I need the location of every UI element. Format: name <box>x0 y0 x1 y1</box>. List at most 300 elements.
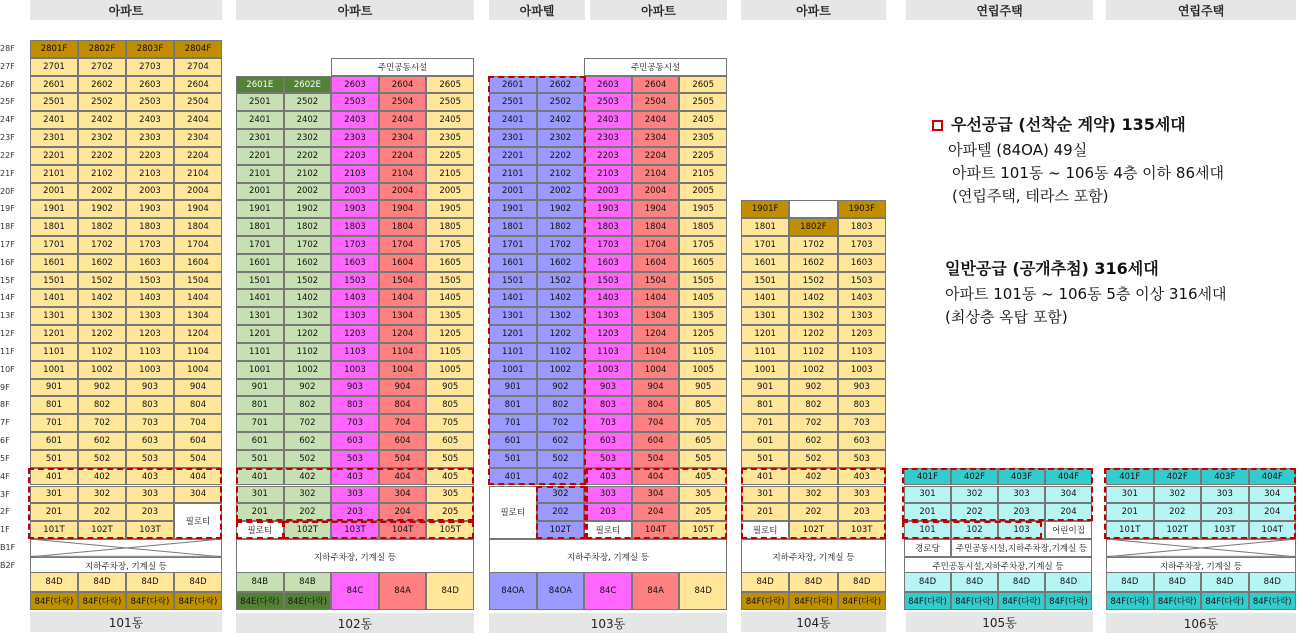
unit-cell: 1102 <box>78 343 126 361</box>
unit-cell: 601 <box>30 432 78 450</box>
unit-cell: 1803 <box>331 218 379 236</box>
unit-cell: 2604 <box>632 76 680 94</box>
unit-cell: 2402 <box>284 111 332 129</box>
unit-type-cell-attic: 84F(다락) <box>174 592 222 610</box>
unit-cell: 2002 <box>78 183 126 201</box>
unit-cell: 1102 <box>537 343 585 361</box>
unit-cell: 401 <box>236 468 284 486</box>
unit-cell: 202 <box>789 503 837 521</box>
unit-cell-rooftop: 2803F <box>126 40 174 58</box>
unit-cell: 1003 <box>331 361 379 379</box>
unit-cell: 901 <box>236 379 284 397</box>
unit-cell: 1703 <box>331 236 379 254</box>
header-103-apartment: 아파트 <box>590 0 727 20</box>
unit-cell-terrace: 103T <box>126 521 174 539</box>
unit-cell: 2603 <box>331 76 379 94</box>
unit-cell: 1504 <box>379 272 427 290</box>
unit-cell: 602 <box>789 432 837 450</box>
unit-cell: 1601 <box>30 254 78 272</box>
unit-cell: 205 <box>679 503 727 521</box>
unit-cell: 2105 <box>679 165 727 183</box>
unit-type-cell-attic: 84F(다락) <box>904 592 951 610</box>
unit-type-cell-attic: 84F(다락) <box>741 592 789 610</box>
floor-label: B1F <box>0 542 16 552</box>
unit-cell: 2602 <box>537 76 585 94</box>
underground-parking-cell: 지하주차장, 기계실 등 <box>30 557 222 575</box>
unit-cell: 2101 <box>489 165 537 183</box>
unit-cell: 2503 <box>584 93 632 111</box>
unit-cell: 2502 <box>78 93 126 111</box>
unit-type-cell: 84A <box>632 572 680 610</box>
general-supply-legend <box>945 256 1227 327</box>
floor-label: B2F <box>0 560 16 570</box>
unit-cell: 1703 <box>584 236 632 254</box>
unit-cell: 1602 <box>284 254 332 272</box>
unit-cell: 2403 <box>126 111 174 129</box>
unit-cell-terrace: 102T <box>537 521 585 539</box>
empty-cell <box>789 200 837 218</box>
floor-label: 26F <box>0 79 15 89</box>
unit-cell: 202 <box>78 503 126 521</box>
unit-cell: 803 <box>126 396 174 414</box>
unit-cell: 1401 <box>741 289 789 307</box>
unit-cell: 1905 <box>679 200 727 218</box>
unit-cell: 1003 <box>584 361 632 379</box>
priority-supply-line1: 아파텔 (84OA) 49실 <box>948 141 1088 159</box>
unit-cell: 405 <box>426 468 474 486</box>
unit-cell: 2302 <box>537 129 585 147</box>
unit-cell: 303 <box>838 486 886 504</box>
unit-cell: 1103 <box>838 343 886 361</box>
unit-cell: 502 <box>78 450 126 468</box>
unit-cell: 203 <box>998 503 1045 521</box>
unit-cell: 303 <box>998 486 1045 504</box>
floor-label: 19F <box>0 204 15 214</box>
piloti-cell: 필로티 <box>584 521 632 539</box>
unit-cell: 1202 <box>78 325 126 343</box>
unit-cell: 2703 <box>126 58 174 76</box>
unit-cell: 801 <box>30 396 78 414</box>
unit-cell: 204 <box>632 503 680 521</box>
unit-cell: 2603 <box>584 76 632 94</box>
unit-cell-terrace: 102T <box>789 521 837 539</box>
unit-cell-terrace: 105T <box>679 521 727 539</box>
unit-cell: 302 <box>78 486 126 504</box>
floor-label: 27F <box>0 61 15 71</box>
unit-cell: 1003 <box>126 361 174 379</box>
unit-cell: 1204 <box>632 325 680 343</box>
unit-cell: 1902 <box>284 200 332 218</box>
unit-cell: 304 <box>632 486 680 504</box>
unit-cell: 703 <box>838 414 886 432</box>
unit-cell: 1604 <box>632 254 680 272</box>
unit-cell: 201 <box>741 503 789 521</box>
floor-label: 28F <box>0 44 15 53</box>
unit-cell: 301 <box>1106 486 1154 504</box>
unit-cell: 401 <box>489 468 537 486</box>
unit-type-cell-attic: 84F(다락) <box>1154 592 1202 610</box>
unit-cell: 1402 <box>789 289 837 307</box>
unit-cell: 703 <box>584 414 632 432</box>
unit-cell: 301 <box>30 486 78 504</box>
unit-cell: 1404 <box>632 289 680 307</box>
unit-cell: 504 <box>379 450 427 468</box>
footer-101: 101동 <box>30 612 222 632</box>
unit-cell: 2101 <box>30 165 78 183</box>
unit-cell: 2005 <box>426 183 474 201</box>
unit-type-cell: 84D <box>126 572 174 592</box>
floor-label: 8F <box>0 400 10 410</box>
unit-cell: 503 <box>331 450 379 468</box>
footer-105: 105동 <box>906 612 1093 632</box>
unit-cell: 1702 <box>78 236 126 254</box>
daycare-cell: 어린이집 <box>1045 521 1092 539</box>
unit-cell: 2401 <box>489 111 537 129</box>
unit-cell: 1002 <box>537 361 585 379</box>
unit-cell: 402 <box>789 468 837 486</box>
floor-label: 9F <box>0 382 10 392</box>
unit-cell: 1503 <box>126 272 174 290</box>
unit-cell: 2304 <box>632 129 680 147</box>
unit-type-cell-attic: 84F(다락) <box>951 592 998 610</box>
unit-cell: 1901 <box>236 200 284 218</box>
unit-cell: 1502 <box>78 272 126 290</box>
unit-cell: 1504 <box>174 272 222 290</box>
unit-type-cell: 84C <box>331 572 379 610</box>
unit-cell-rooftop: 2801F <box>30 40 78 58</box>
unit-type-cell: 84D <box>1045 572 1092 592</box>
unit-type-cell-attic: 84F(다락) <box>789 592 837 610</box>
priority-supply-title <box>932 112 1224 135</box>
floor-label: 24F <box>0 115 15 125</box>
unit-cell: 1201 <box>741 325 789 343</box>
priority-supply-legend <box>932 112 1224 206</box>
unit-cell: 1602 <box>789 254 837 272</box>
unit-cell: 802 <box>284 396 332 414</box>
unit-cell: 604 <box>632 432 680 450</box>
unit-cell: 601 <box>741 432 789 450</box>
unit-type-cell-attic: 84E(다락) <box>284 592 332 610</box>
header-106: 연립주택 <box>1106 0 1296 20</box>
unit-cell: 903 <box>331 379 379 397</box>
unit-cell-rooftop: 402F <box>1154 468 1202 486</box>
unit-cell: 601 <box>489 432 537 450</box>
unit-cell: 1904 <box>174 200 222 218</box>
unit-cell: 2704 <box>174 58 222 76</box>
senior-center-cell: 경로당 <box>904 539 951 557</box>
unit-cell: 303 <box>584 486 632 504</box>
unit-cell: 1902 <box>537 200 585 218</box>
unit-cell: 2305 <box>679 129 727 147</box>
unit-type-cell: 84B <box>284 572 332 592</box>
unit-cell: 605 <box>679 432 727 450</box>
unit-type-cell: 84D <box>1154 572 1202 592</box>
unit-cell: 1602 <box>537 254 585 272</box>
unit-cell: 1702 <box>284 236 332 254</box>
unit-cell: 601 <box>236 432 284 450</box>
unit-cell: 2203 <box>331 147 379 165</box>
unit-cell: 502 <box>284 450 332 468</box>
unit-cell: 602 <box>537 432 585 450</box>
unit-cell: 702 <box>537 414 585 432</box>
unit-cell: 1803 <box>584 218 632 236</box>
floor-label: 5F <box>0 453 10 463</box>
unit-cell: 203 <box>126 503 174 521</box>
unit-cell: 2601 <box>489 76 537 94</box>
footer-103: 103동 <box>489 613 727 633</box>
unit-cell: 1201 <box>489 325 537 343</box>
unit-cell: 2204 <box>174 147 222 165</box>
unit-cell: 1103 <box>584 343 632 361</box>
unit-cell: 304 <box>1249 486 1297 504</box>
community-parking-cell: 주민공동시설,지하주차장,기계실 등 <box>904 557 1092 575</box>
unit-cell: 1701 <box>741 236 789 254</box>
unit-cell: 1302 <box>789 307 837 325</box>
unit-type-cell: 84D <box>1201 572 1249 592</box>
unit-cell: 405 <box>679 468 727 486</box>
unit-cell: 1305 <box>679 307 727 325</box>
unit-cell-terrace: 101T <box>1106 521 1154 539</box>
unit-cell: 1403 <box>331 289 379 307</box>
unit-cell-rooftop: 402F <box>951 468 998 486</box>
unit-cell: 1203 <box>838 325 886 343</box>
unit-cell: 901 <box>30 379 78 397</box>
unit-cell: 402 <box>284 468 332 486</box>
unit-cell: 803 <box>584 396 632 414</box>
unit-type-cell: 84D <box>789 572 837 592</box>
unit-cell: 1303 <box>126 307 174 325</box>
unit-cell: 2105 <box>426 165 474 183</box>
unit-cell: 2603 <box>126 76 174 94</box>
unit-type-cell-attic: 84F(다락) <box>1045 592 1092 610</box>
unit-cell: 305 <box>679 486 727 504</box>
unit-cell: 2505 <box>679 93 727 111</box>
unit-cell: 2504 <box>174 93 222 111</box>
unit-cell: 1301 <box>30 307 78 325</box>
unit-cell: 602 <box>78 432 126 450</box>
unit-type-cell-attic: 84F(다락) <box>838 592 886 610</box>
unit-cell: 2203 <box>584 147 632 165</box>
unit-cell: 1701 <box>489 236 537 254</box>
unit-cell: 2302 <box>284 129 332 147</box>
unit-cell: 1003 <box>838 361 886 379</box>
floor-label: 13F <box>0 311 15 321</box>
unit-cell-rooftop: 404F <box>1249 468 1297 486</box>
floor-label: 16F <box>0 257 15 267</box>
unit-cell: 2103 <box>331 165 379 183</box>
unit-cell: 2405 <box>679 111 727 129</box>
unit-cell: 403 <box>331 468 379 486</box>
unit-cell: 1403 <box>126 289 174 307</box>
unit-cell: 303 <box>126 486 174 504</box>
unit-cell: 2501 <box>30 93 78 111</box>
unit-cell: 403 <box>838 468 886 486</box>
unit-cell: 1603 <box>126 254 174 272</box>
unit-cell: 1603 <box>838 254 886 272</box>
unit-cell: 704 <box>632 414 680 432</box>
unit-cell: 902 <box>284 379 332 397</box>
unit-cell-rooftop: 403F <box>1201 468 1249 486</box>
unit-type-cell: 84D <box>30 572 78 592</box>
unit-cell: 2304 <box>174 129 222 147</box>
unit-cell: 1503 <box>331 272 379 290</box>
unit-cell: 1004 <box>632 361 680 379</box>
common-facility-cell: 주민공동시설 <box>584 58 727 76</box>
unit-cell: 705 <box>426 414 474 432</box>
unit-cell-terrace: 105T <box>426 521 474 539</box>
unit-cell: 1702 <box>789 236 837 254</box>
unit-cell: 701 <box>236 414 284 432</box>
unit-cell: 303 <box>1201 486 1249 504</box>
header-101: 아파트 <box>30 0 222 20</box>
underground-parking-cell: 지하주차장, 기계실 등 <box>236 539 474 575</box>
unit-cell: 1304 <box>174 307 222 325</box>
unit-cell: 204 <box>1045 503 1092 521</box>
unit-cell: 1004 <box>379 361 427 379</box>
unit-cell: 1201 <box>30 325 78 343</box>
unit-cell: 1802 <box>537 218 585 236</box>
unit-cell: 103 <box>998 521 1045 539</box>
unit-cell: 1403 <box>838 289 886 307</box>
unit-cell: 1603 <box>331 254 379 272</box>
unit-cell: 1801 <box>489 218 537 236</box>
unit-cell-rooftop: 1901F <box>741 200 789 218</box>
unit-cell: 1501 <box>236 272 284 290</box>
unit-cell: 1401 <box>30 289 78 307</box>
unit-type-cell-attic: 84F(다락) <box>1249 592 1297 610</box>
unit-cell: 702 <box>284 414 332 432</box>
unit-cell: 701 <box>489 414 537 432</box>
unit-cell: 2103 <box>584 165 632 183</box>
floor-label: 21F <box>0 168 15 178</box>
unit-cell: 402 <box>78 468 126 486</box>
unit-cell: 705 <box>679 414 727 432</box>
header-105: 연립주택 <box>906 0 1093 20</box>
unit-cell: 302 <box>284 486 332 504</box>
unit-cell: 301 <box>904 486 951 504</box>
unit-cell: 1402 <box>284 289 332 307</box>
unit-cell: 204 <box>1249 503 1297 521</box>
floor-label: 18F <box>0 222 15 232</box>
unit-cell: 1501 <box>489 272 537 290</box>
unit-cell: 1904 <box>632 200 680 218</box>
unit-cell: 201 <box>30 503 78 521</box>
unit-cell: 701 <box>30 414 78 432</box>
unit-type-cell: 84D <box>78 572 126 592</box>
unit-cell-terrace: 103T <box>331 521 379 539</box>
piloti-cell: 필로티 <box>489 486 537 539</box>
unit-cell: 1104 <box>379 343 427 361</box>
unit-cell: 2504 <box>632 93 680 111</box>
unit-cell: 2202 <box>78 147 126 165</box>
unit-cell-rooftop: 2804F <box>174 40 222 58</box>
unit-type-cell: 84D <box>1106 572 1154 592</box>
unit-cell: 801 <box>741 396 789 414</box>
unit-cell: 1101 <box>30 343 78 361</box>
b1-crossed-box <box>30 539 222 557</box>
header-103-officetel: 아파텔 <box>489 0 585 20</box>
unit-cell: 1203 <box>331 325 379 343</box>
unit-cell: 1302 <box>284 307 332 325</box>
unit-cell: 2001 <box>489 183 537 201</box>
unit-cell: 201 <box>236 503 284 521</box>
unit-cell: 1801 <box>741 218 789 236</box>
unit-cell: 805 <box>679 396 727 414</box>
unit-cell: 1305 <box>426 307 474 325</box>
unit-cell: 1803 <box>838 218 886 236</box>
unit-cell: 2003 <box>126 183 174 201</box>
unit-cell: 1605 <box>426 254 474 272</box>
unit-cell: 502 <box>537 450 585 468</box>
unit-cell: 903 <box>838 379 886 397</box>
unit-cell: 1103 <box>331 343 379 361</box>
unit-type-cell: 84A <box>379 572 427 610</box>
unit-cell: 1702 <box>537 236 585 254</box>
unit-cell: 802 <box>789 396 837 414</box>
unit-cell: 2103 <box>126 165 174 183</box>
unit-cell: 1004 <box>174 361 222 379</box>
unit-cell: 2404 <box>632 111 680 129</box>
unit-cell: 905 <box>679 379 727 397</box>
unit-cell: 1504 <box>632 272 680 290</box>
underground-parking-cell: 지하주차장, 기계실 등 <box>741 539 886 575</box>
unit-cell: 1701 <box>30 236 78 254</box>
unit-cell: 1101 <box>236 343 284 361</box>
community-parking-cell: 주민공동시설,지하주차장,기계실 등 <box>951 539 1092 557</box>
unit-cell: 404 <box>174 468 222 486</box>
unit-cell-rooftop: 403F <box>998 468 1045 486</box>
unit-cell: 2203 <box>126 147 174 165</box>
unit-cell: 1505 <box>426 272 474 290</box>
unit-cell: 1904 <box>379 200 427 218</box>
unit-cell: 1303 <box>584 307 632 325</box>
unit-cell: 905 <box>426 379 474 397</box>
unit-cell: 803 <box>331 396 379 414</box>
unit-cell: 2502 <box>537 93 585 111</box>
unit-cell: 1901 <box>489 200 537 218</box>
unit-cell-terrace: 102T <box>78 521 126 539</box>
unit-cell: 2201 <box>30 147 78 165</box>
unit-cell: 504 <box>174 450 222 468</box>
footer-106: 106동 <box>1106 613 1296 633</box>
priority-supply-line2: 아파트 101동 ~ 106동 4층 이하 86세대 <box>952 164 1224 182</box>
unit-cell: 2401 <box>236 111 284 129</box>
unit-cell: 804 <box>174 396 222 414</box>
unit-cell: 802 <box>537 396 585 414</box>
unit-cell: 1205 <box>679 325 727 343</box>
unit-cell: 2201 <box>489 147 537 165</box>
unit-cell-terrace: 104T <box>632 521 680 539</box>
unit-cell: 1001 <box>741 361 789 379</box>
header-104: 아파트 <box>741 0 886 20</box>
unit-cell: 1802 <box>284 218 332 236</box>
floor-label: 1F <box>0 525 10 535</box>
unit-cell: 1203 <box>126 325 174 343</box>
unit-cell: 301 <box>741 486 789 504</box>
unit-cell: 902 <box>78 379 126 397</box>
unit-cell: 2602 <box>78 76 126 94</box>
unit-cell: 1202 <box>284 325 332 343</box>
unit-cell: 1002 <box>78 361 126 379</box>
unit-cell: 1704 <box>379 236 427 254</box>
unit-cell: 202 <box>537 503 585 521</box>
unit-cell: 2302 <box>78 129 126 147</box>
unit-cell: 1705 <box>426 236 474 254</box>
footer-102: 102동 <box>236 613 474 633</box>
unit-cell: 1302 <box>537 307 585 325</box>
floor-label: 2F <box>0 507 10 517</box>
unit-cell: 1501 <box>741 272 789 290</box>
